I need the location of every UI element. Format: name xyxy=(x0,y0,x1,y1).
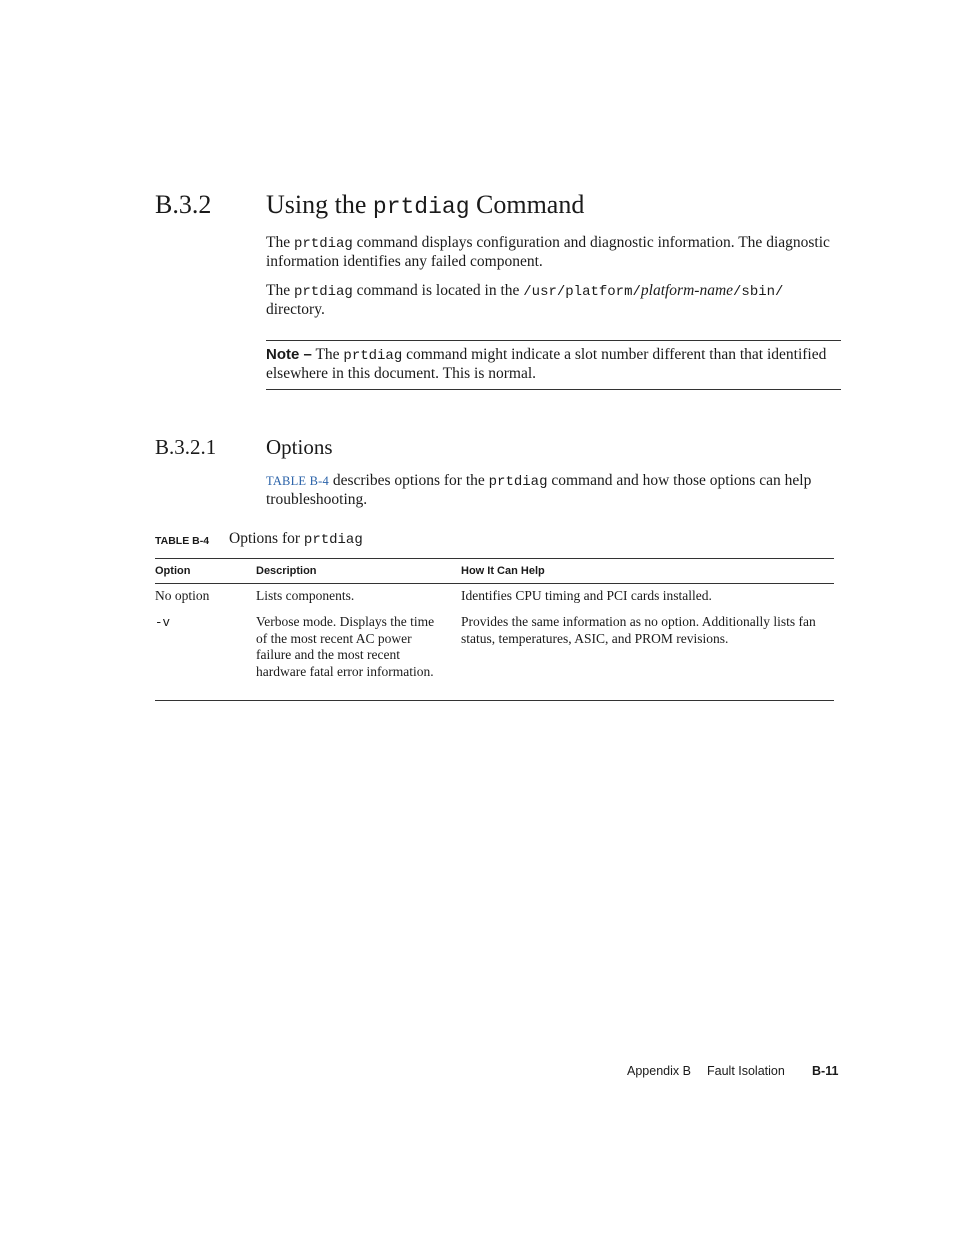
note-rule-bottom xyxy=(266,389,841,390)
cell-help: Identifies CPU timing and PCI cards installed. xyxy=(461,588,712,603)
cell-description: Lists components. xyxy=(256,588,355,603)
footer-page-number: B-11 xyxy=(812,1064,839,1078)
note-rule-top xyxy=(266,340,841,341)
table-rule-top xyxy=(155,558,834,559)
section-number: B.3.2 xyxy=(155,190,212,219)
section-title: Using the prtdiag Command xyxy=(266,190,585,220)
paragraph-description: The prtdiag command displays configuration and diagnostic information. The diagnostic information identifies any failed component. xyxy=(266,234,830,270)
subsection-number: B.3.2.1 xyxy=(155,435,217,459)
cell-description: Verbose mode. Displays the time of the most recent AC power failure and the most recent hardware fatal error information. xyxy=(256,614,435,679)
paragraph-options: TABLE B-4 describes options for the prtdiag command and how those options can help troubleshooting. xyxy=(266,472,812,508)
table-rule-header xyxy=(155,583,834,584)
table-cross-reference-link[interactable]: TABLE B-4 xyxy=(266,474,329,488)
table-caption-title: Options for prtdiag xyxy=(229,530,363,548)
paragraph-location: The prtdiag command is located in the /usr/platform/platform-name/sbin/ directory. xyxy=(266,282,784,318)
table-rule-bottom xyxy=(155,700,834,701)
note-label: Note – xyxy=(266,346,312,363)
table-header-option: Option xyxy=(155,565,191,577)
cell-option: No option xyxy=(155,588,210,603)
table-caption-label: TABLE B-4 xyxy=(155,535,210,547)
table-header-description: Description xyxy=(256,565,317,577)
footer-chapter-title: Fault Isolation xyxy=(707,1064,785,1078)
cell-help: Provides the same information as no option. Additionally lists fan status, temperatures, ASIC, and PROM revisions. xyxy=(461,614,816,646)
cell-option: -v xyxy=(155,616,171,630)
table-header-help: How It Can Help xyxy=(461,565,545,577)
subsection-title: Options xyxy=(266,435,333,459)
footer-appendix: Appendix B xyxy=(627,1064,691,1078)
note: Note – The prtdiag command might indicate a slot number different than that identified elsewhere in this document. This is normal. xyxy=(266,346,827,382)
